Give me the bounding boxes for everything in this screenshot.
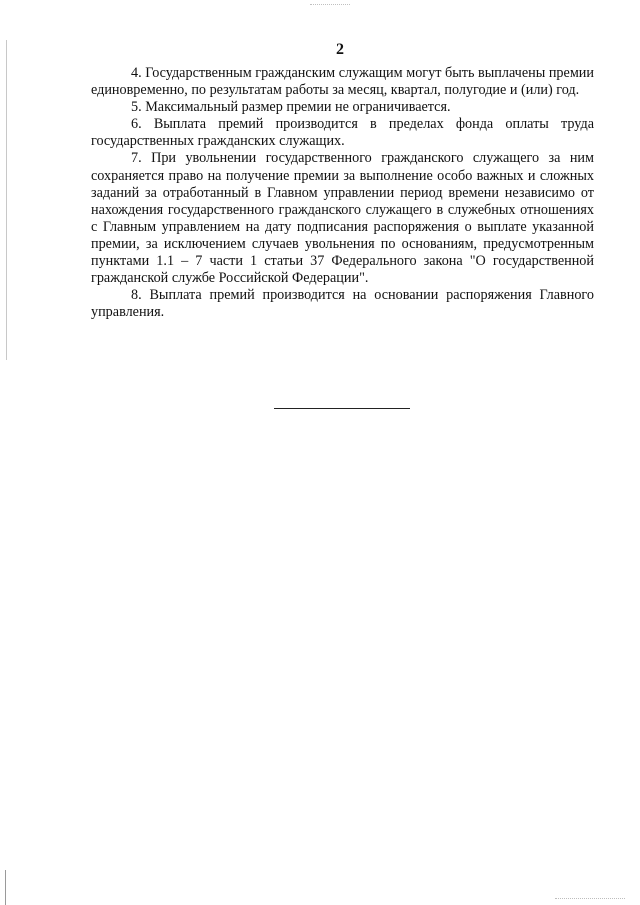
end-divider-line <box>274 408 410 409</box>
paragraph-7: 7. При увольнении государственного гражданского служащего за ним сохраняется право на получение премии за выполнение особо важных и сложных заданий за отработанный в Главном управлении период времени независимо от нахождения государственного гражданского служащего в служебных отношениях с Главным управлением на дату подписания распоряжения о выплате указанной премии, за исключением случаев увольнения по основаниям, предусмотренным пунктами 1.1 – 7 части 1 статьи 37 Федерального закона "О государственной гражданской службе Российской Федерации". <box>91 150 594 287</box>
page-number: 2 <box>336 41 344 58</box>
paragraph-8: 8. Выплата премий производится на основании распоряжения Главного управления. <box>91 287 594 321</box>
scan-edge-mark <box>6 40 7 360</box>
scan-edge-mark <box>5 870 6 905</box>
paragraph-6: 6. Выплата премий производится в пределах фонда оплаты труда государственных гражданских служащих. <box>91 116 594 150</box>
scan-noise <box>310 4 350 7</box>
scan-noise <box>555 898 625 901</box>
paragraph-5: 5. Максимальный размер премии не ограничивается. <box>131 99 451 116</box>
document-body <box>91 65 594 321</box>
paragraph-4: 4. Государственным гражданским служащим могут быть выплачены премии единовременно, по результатам работы за месяц, квартал, полугодие и (или) год. <box>91 65 594 99</box>
